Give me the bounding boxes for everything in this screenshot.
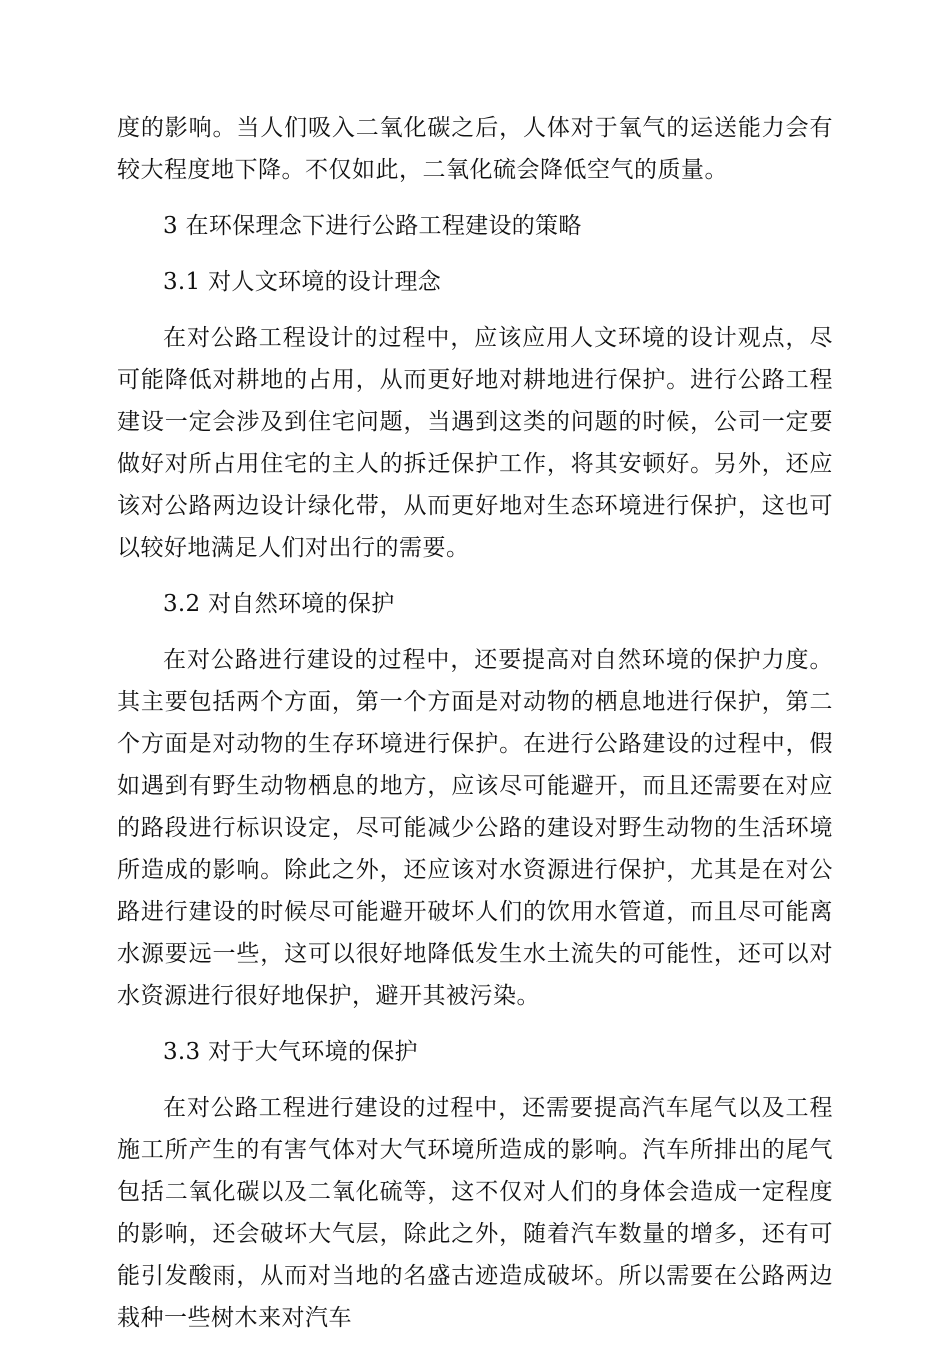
paragraph-atmospheric-environment: 在对公路工程进行建设的过程中，还需要提高汽车尾气以及工程施工所产生的有害气体对大气环境所造成的影响。汽车所排出的尾气包括二氧化碳以及二氧化硫等，这不仅对人们的身体会造成一定程度的影响，还会破坏大气层，除此之外，随着汽车数量的增多，还有可能引发酸雨，从而对当地的名盛古迹造成破坏。所以需要在公路两边栽种一些树木来对汽车 [117, 1095, 833, 1331]
paragraph-humanistic-environment: 在对公路工程设计的过程中，应该应用人文环境的设计观点，尽可能降低对耕地的占用，从而更好地对耕地进行保护。进行公路工程建设一定会涉及到住宅问题，当遇到这类的问题的时候，公司一定要做好对所占用住宅的主人的拆迁保护工作，将其安顿好。另外，还应该对公路两边设计绿化带，从而更好地对生态环境进行保护，这也可以较好地满足人们对出行的需要。 [117, 325, 833, 561]
section-heading-3-1: 3.1 对人文环境的设计理念 [163, 269, 442, 295]
document-body [117, 107, 833, 1353]
section-heading-3-3: 3.3 对于大气环境的保护 [163, 1039, 418, 1065]
paragraph-continued: 度的影响。当人们吸入二氧化碳之后，人体对于氧气的运送能力会有较大程度地下降。不仅如此，二氧化硫会降低空气的质量。 [117, 115, 833, 183]
section-heading-3-2: 3.2 对自然环境的保护 [163, 591, 395, 617]
paragraph-natural-environment: 在对公路进行建设的过程中，还要提高对自然环境的保护力度。其主要包括两个方面，第一个方面是对动物的栖息地进行保护，第二个方面是对动物的生存环境进行保护。在进行公路建设的过程中，假如遇到有野生动物栖息的地方，应该尽可能避开，而且还需要在对应的路段进行标识设定，尽可能减少公路的建设对野生动物的生活环境所造成的影响。除此之外，还应该对水资源进行保护，尤其是在对公路进行建设的时候尽可能避开破坏人们的饮用水管道，而且尽可能离水源要远一些，这可以很好地降低发生水土流失的可能性，还可以对水资源进行很好地保护，避开其被污染。 [117, 647, 833, 1009]
section-heading-3: 3 在环保理念下进行公路工程建设的策略 [163, 213, 582, 239]
